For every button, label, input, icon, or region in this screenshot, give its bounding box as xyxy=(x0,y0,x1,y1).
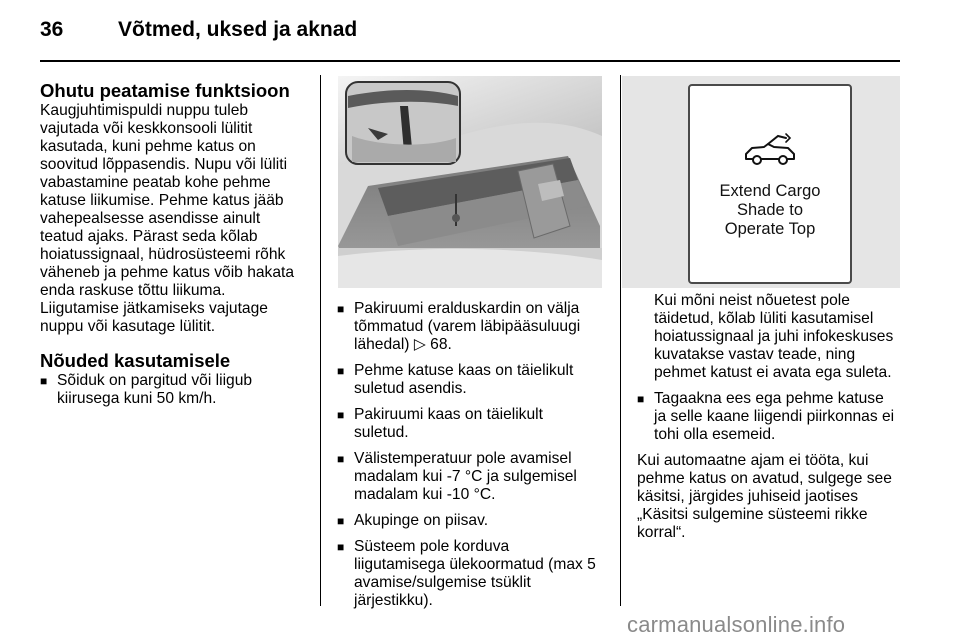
body-line: vajutada või keskkonsooli lülitit xyxy=(40,120,253,137)
list-line: ■ Tagaakna ees ega pehme katuse xyxy=(654,390,884,407)
display-line: Shade to xyxy=(736,201,804,219)
left-column xyxy=(40,80,312,416)
body-line: nuppu või kasutage lülitit. xyxy=(40,318,216,335)
body-line: enda raskuse tõttu liikuma. xyxy=(40,282,226,299)
list-line: ja selle kaane liigendi piirkonnas ei xyxy=(654,408,895,425)
middle-column xyxy=(337,300,613,618)
body-line: hoiatussignaal ja juhi infokeskuses xyxy=(654,328,894,345)
list-line: kiirusega kuni 50 km/h. xyxy=(57,390,217,407)
list-line: järjestikku). xyxy=(354,592,433,609)
list-item xyxy=(337,362,613,398)
section-body xyxy=(40,102,312,336)
list-item xyxy=(337,512,613,530)
body-line: pehme katus on avatud, sulgege see xyxy=(637,470,892,487)
body-line: korral“. xyxy=(637,524,686,541)
list-line: tohi olla esemeid. xyxy=(654,426,776,443)
list-item xyxy=(337,538,613,610)
list-line: ■ Pakiruumi eralduskardin on välja xyxy=(354,300,580,317)
body-line: täidetud, kõlab lüliti kasutamisel xyxy=(654,310,874,327)
body-line: teatud ajaks. Pärast seda kõlab xyxy=(40,228,258,245)
list-line: ■ Akupinge on piisav. xyxy=(354,512,489,529)
display-line: Extend Cargo xyxy=(719,182,821,200)
list-line: ■ Välistemperatuur pole avamisel xyxy=(354,450,572,467)
watermark: carmanualsonline.info xyxy=(627,612,846,637)
list-line: ■ Sõiduk on pargitud või liigub xyxy=(57,372,253,389)
header-rule xyxy=(40,60,900,62)
continuation-text xyxy=(637,292,905,382)
list-line: avamise/sulgemise tsüklit xyxy=(354,574,531,591)
display-line: Operate Top xyxy=(724,220,816,238)
list-line: suletud. xyxy=(354,424,409,441)
requirements-heading: Nõuded kasutamisele xyxy=(40,350,231,371)
requirements-list xyxy=(40,372,312,408)
list-item xyxy=(337,406,613,442)
list-line: ■ Süsteem pole korduva xyxy=(354,538,510,555)
list-line: ■ Pehme katuse kaas on täielikult xyxy=(354,362,574,379)
body-line: kasutada, kuni pehme katus on xyxy=(40,138,256,155)
info-display xyxy=(688,84,852,284)
convertible-car-icon xyxy=(742,132,798,166)
body-line: Kaugjuhtimispuldi nuppu tuleb xyxy=(40,102,249,119)
section-heading: Ohutu peatamise funktsioon xyxy=(40,80,290,101)
display-message xyxy=(690,182,850,239)
info-display-illustration xyxy=(622,76,900,288)
list-line: ■ Pakiruumi kaas on täielikult xyxy=(354,406,543,423)
body-line: pehmet katust ei avata ega suleta. xyxy=(654,364,892,381)
list-line: madalam kui -10 °C. xyxy=(354,486,496,503)
body-line: Liigutamise jätkamiseks vajutage xyxy=(40,300,268,317)
list-line: suletud asendis. xyxy=(354,380,467,397)
list-line: tõmmatud (varem läbipääsuluugi xyxy=(354,318,581,335)
column-divider-left xyxy=(320,75,321,606)
body-line: hoiatussignaal, hüdrosüsteemi rõhk xyxy=(40,246,286,263)
body-line: soovitud lõppasendis. Nupu või lüliti xyxy=(40,156,288,173)
list-line: liigutamisega ülekoormatud (max 5 xyxy=(354,556,596,573)
body-line: Kui mõni neist nõuetest pole xyxy=(654,292,850,309)
body-line: Kui automaatne ajam ei tööta, kui xyxy=(637,452,869,469)
body-line: „Käsitsi sulgemine süsteemi rikke xyxy=(637,506,868,523)
trunk-photo xyxy=(338,76,602,288)
body-line: käsitsi, järgides juhiseid jaotises xyxy=(637,488,859,505)
body-line: kuvatakse vastav teade, ning xyxy=(654,346,856,363)
column-divider-right xyxy=(620,75,621,606)
right-column xyxy=(637,292,905,542)
requirements-list-continued xyxy=(337,300,613,610)
list-item xyxy=(40,372,312,408)
page-title: Võtmed, uksed ja aknad xyxy=(118,18,358,41)
closing-paragraph xyxy=(637,452,905,542)
page-number: 36 xyxy=(40,18,64,41)
list-line: madalam kui -7 °C ja sulgemisel xyxy=(354,468,577,485)
body-line: väheneb ja pehme katus võib hakata xyxy=(40,264,295,281)
body-line: vahepealsesse asendisse ainult xyxy=(40,210,261,227)
list-item xyxy=(337,450,613,504)
list-item xyxy=(637,390,905,444)
body-line: vabastamine peatab kohe pehme xyxy=(40,174,271,191)
requirements-list-final xyxy=(637,390,905,444)
body-line: katuse liikumise. Pehme katus jääb xyxy=(40,192,284,209)
list-line: lähedal) ▷ 68. xyxy=(354,336,452,353)
list-item xyxy=(337,300,613,354)
